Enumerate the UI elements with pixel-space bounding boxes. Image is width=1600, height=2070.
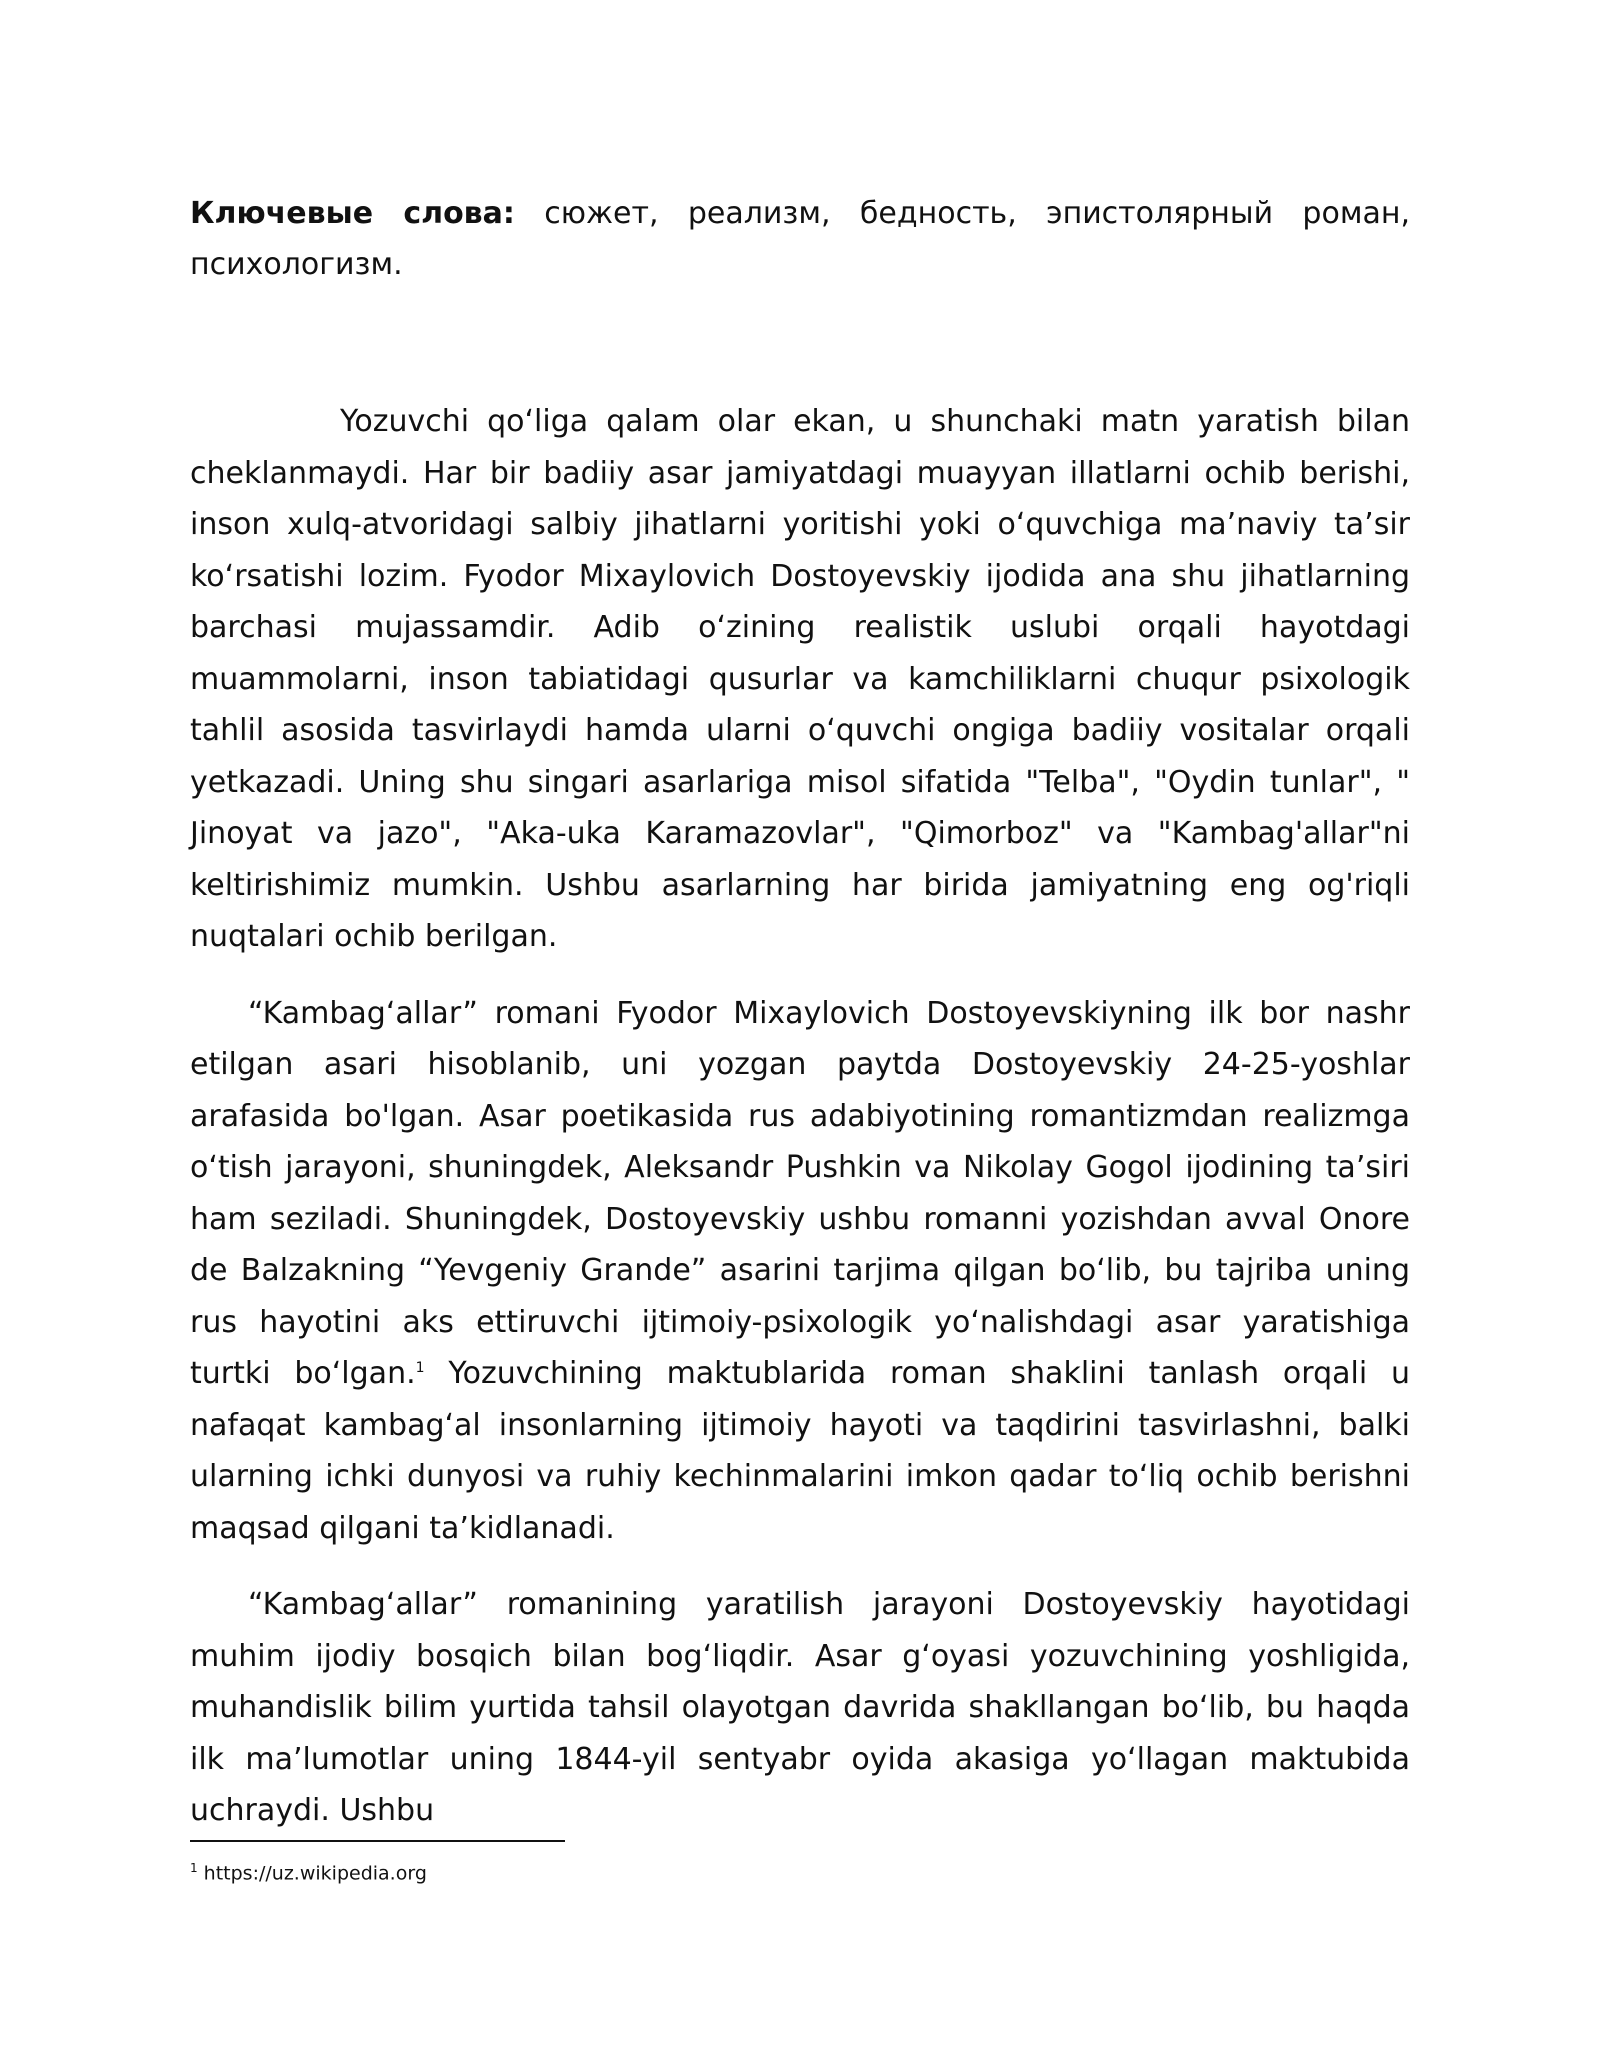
keywords-text: сюжет, реализм, бедность, эпистолярный роман, психологизм. — [190, 196, 1410, 282]
footnote-link[interactable]: https://uz.wikipedia.org — [197, 1862, 427, 1885]
paragraph-1: Yozuvchi qoʻliga qalam olar ekan, u shunchaki matn yaratish bilan cheklanmaydi. Har bir badiiy asar jamiyatdagi muayyan illatlarni ochib berishi, inson xulq-atvoridagi salbiy jihatlarni yoritishi yoki oʻquvchiga maʼnaviy taʼsir koʻrsatishi lozim. Fyodor Mixaylovich Dostoyevskiy ijodida ana shu jihatlarning barchasi mujassamdir. Adib oʻzining realistik uslubi orqali hayotdagi muammolarni, inson tabiatidagi qusurlar va kamchiliklarni chuqur psixologik tahlil asosida tasvirlaydi hamda ularni oʻquvchi ongiga badiiy vositalar orqali yetkazadi. Uning shu singari asarlariga misol sifatida "Telba", "Oydin tunlar", " Jinoyat va jazo", "Aka-uka Karamazovlar", "Qimorboz" va "Kambag'allar"ni keltirishimiz mumkin. Ushbu asarlarning har birida jamiyatning eng og'riqli nuqtalari ochib berilgan. — [190, 404, 1410, 954]
paragraph-3: “Kambagʻallar” romanining yaratilish jarayoni Dostoyevskiy hayotidagi muhim ijodiy bosqich bilan bogʻliqdir. Asar gʻoyasi yozuvchining yoshligida, muhandislik bilim yurtida tahsil olayotgan davrida shakllangan boʻlib, bu haqda ilk maʼlumotlar uning 1844-yil sentyabr oyida akasiga yoʻllagan maktubida uchraydi. Ushbu — [190, 1587, 1410, 1828]
keywords-line — [190, 188, 1410, 290]
paragraph-2-text-b: Yozuvchining maktublarida roman shaklini tanlash orqali u nafaqat kambagʻal insonlarning ijtimoiy hayoti va taqdirini tasvirlashni, balki ularning ichki dunyosi va ruhiy kechinmalarini imkon qadar toʻliq ochib berishni maqsad qilgani taʼkidlanadi. — [190, 1356, 1410, 1546]
keywords-label: Ключевые слова: — [190, 196, 515, 231]
footnote-separator — [190, 1840, 565, 1842]
footnote-number: 1 — [190, 1861, 198, 1875]
footnote — [190, 1856, 427, 1885]
paragraph-2-text-a: “Kambagʻallar” romani Fyodor Mixaylovich Dostoyevskiyning ilk bor nashr etilgan asari hisoblanib, uni yozgan paytda Dostoyevskiy 24-25-yoshlar arafasida bo'lgan. Asar poetikasida rus adabiyotining romantizmdan realizmga oʻtish jarayoni, shuningdek, Aleksandr Pushkin va Nikolay Gogol ijodining taʼsiri ham seziladi. Shuningdek, Dostoyevskiy ushbu romanni yozishdan avval Onore de Balzakning “Yevgeniy Grande” asarini tarjima qilgan boʻlib, bu tajriba uning rus hayotini aks ettiruvchi ijtimoiy-psixologik yoʻnalishdagi asar yaratishiga turtki boʻlgan. — [190, 995, 1410, 1391]
document-page — [190, 188, 1410, 1837]
footnote-reference[interactable]: 1 — [415, 1360, 425, 1376]
paragraph-2 — [190, 988, 1410, 1555]
